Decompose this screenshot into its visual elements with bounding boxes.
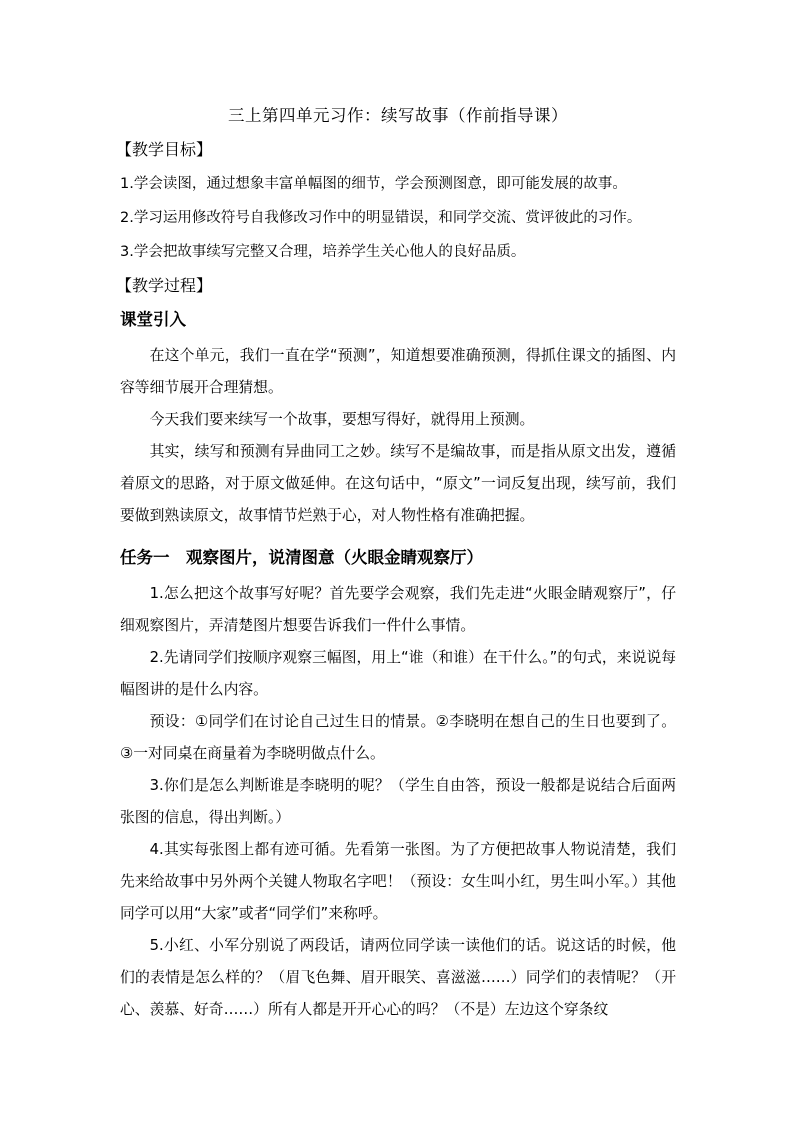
objective-item-3: 3.学会把故事续写完整又合理，培养学生关心他人的良好品质。 (120, 244, 526, 260)
process-heading: 【教学过程】 (116, 276, 213, 295)
task1-heading: 任务一 观察图片，说清图意（火眼金睛观察厅） (120, 548, 483, 567)
document-title: 三上第四单元习作：续写故事（作前指导课） (228, 106, 568, 125)
intro-paragraph-3: 其实，续写和预测有异曲同工之妙。续写不是编故事，而是指从原文出发，遵循着原文的思路，对于原文做延伸。在这句话中，“原文”一词反复出现，续写前，我们要做到熟读原文，故事情节烂熟于心，对人物性格有准确把握。 (120, 443, 676, 524)
objectives-heading: 【教学目标】 (116, 140, 213, 159)
intro-paragraph-2: 今天我们要来续写一个故事，要想写得好，就得用上预测。 (149, 411, 535, 428)
intro-paragraph-1: 在这个单元，我们一直在学“预测”，知道想要准确预测，得抓住课文的插图、内容等细节展开合理猜想。 (120, 347, 676, 396)
objective-item-2: 2.学习运用修改符号自我修改习作中的明显错误，和同学交流、赏评彼此的习作。 (120, 210, 642, 226)
task1-paragraph-5: 4.其实每张图上都有迹可循。先看第一张图。为了方便把故事人物说清楚，我们先来给故事中另外两个关键人物取名字吧！（预设：女生叫小红，男生叫小军。）其他同学可以用“大家”或者“同学们”来称呼。 (120, 841, 676, 922)
document-content (116, 104, 676, 1026)
objective-item-1: 1.学会读图，通过想象丰富单幅图的细节，学会预测图意，即可能发展的故事。 (120, 176, 627, 192)
intro-heading: 课堂引入 (120, 310, 186, 329)
task1-paragraph-2: 2.先请同学们按顺序观察三幅图，用上“谁（和谁）在干什么。”的句式，来说说每幅图讲的是什么内容。 (120, 649, 676, 698)
task1-paragraph-4: 3.你们是怎么判断谁是李晓明的呢？（学生自由答，预设一般都是说结合后面两张图的信息，得出判断。） (120, 777, 676, 826)
task1-paragraph-6: 5.小红、小军分别说了两段话，请两位同学读一读他们的话。说这话的时候，他们的表情是怎么样的？（眉飞色舞、眉开眼笑、喜滋滋……）同学们的表情呢？（开心、羡慕、好奇……）所有人都是开开心心的吗？（不是）左边这个穿条纹 (120, 937, 676, 1018)
task1-paragraph-3: 预设：①同学们在讨论自己过生日的情景。②李晓明在想自己的生日也要到了。③一对同桌在商量着为李晓明做点什么。 (120, 713, 676, 762)
task1-paragraph-1: 1.怎么把这个故事写好呢？首先要学会观察，我们先走进“火眼金睛观察厅”，仔细观察图片，弄清楚图片想要告诉我们一件什么事情。 (120, 585, 676, 634)
